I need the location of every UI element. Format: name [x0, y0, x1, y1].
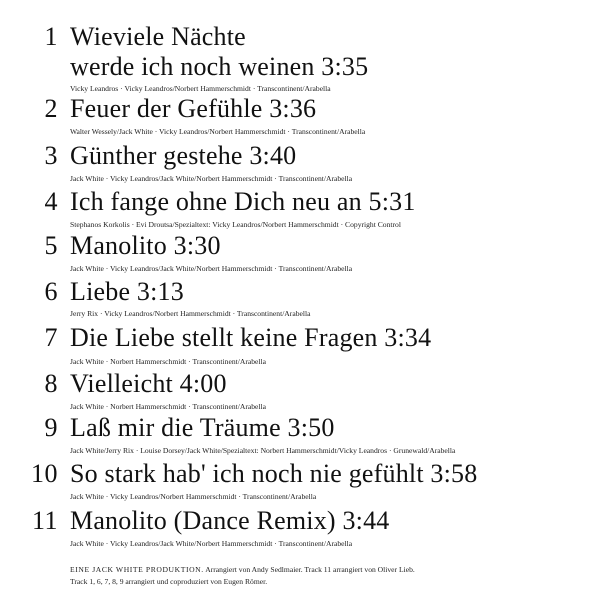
track-credits: Jack White/Jerry Rix · Louise Dorsey/Jack White/Spezialtext: Norbert Hammerschmidt/Vicky Leandros · Grunewald/Arabella	[70, 446, 456, 455]
production-arrangement: Arrangiert von Andy Sedlmaier. Track 11 arrangiert von Oliver Lieb.	[203, 565, 415, 574]
track-title: Günther gestehe 3:40	[70, 141, 297, 170]
track-title: Feuer der Gefühle 3:36	[70, 94, 317, 123]
production-credits	[70, 564, 415, 588]
track-credits: Stephanos Korkolis · Evi Droutsa/Spezialtext: Vicky Leandros/Norbert Hammerschmidt · Copyright Control	[70, 220, 401, 229]
track-number: 3	[44, 141, 58, 170]
track-title: Manolito 3:30	[70, 231, 221, 260]
production-brand: EINE JACK WHITE PRODUKTION.	[70, 565, 204, 574]
track-title-line1: Wieviele Nächte	[70, 22, 246, 51]
track-number: 9	[44, 413, 58, 442]
track-credits: Walter Wessely/Jack White · Vicky Leandros/Norbert Hammerschmidt · Transcontinent/Arabella	[70, 127, 366, 136]
track-number: 7	[44, 323, 58, 352]
track-title: So stark hab' ich noch nie gefühlt 3:58	[70, 459, 478, 488]
track-credits: Vicky Leandros · Vicky Leandros/Norbert Hammerschmidt · Transcontinent/Arabella	[70, 84, 331, 93]
track-title: Liebe 3:13	[70, 277, 184, 306]
track-credits: Jerry Rix · Vicky Leandros/Norbert Hammerschmidt · Transcontinent/Arabella	[70, 309, 311, 318]
track-credits: Jack White · Vicky Leandros/Jack White/Norbert Hammerschmidt · Transcontinent/Arabella	[70, 174, 353, 183]
track-credits: Jack White · Vicky Leandros/Norbert Hammerschmidt · Transcontinent/Arabella	[70, 492, 317, 501]
production-credits-line2: Track 1, 6, 7, 8, 9 arrangiert und coproduziert von Eugen Römer.	[70, 577, 268, 586]
track-number: 2	[44, 94, 58, 123]
track-title: Die Liebe stellt keine Fragen 3:34	[70, 323, 432, 352]
track-title: Laß mir die Träume 3:50	[70, 413, 335, 442]
track-credits: Jack White · Vicky Leandros/Jack White/Norbert Hammerschmidt · Transcontinent/Arabella	[70, 264, 353, 273]
track-credits: Jack White · Norbert Hammerschmidt · Transcontinent/Arabella	[70, 402, 266, 411]
track-number: 8	[44, 369, 58, 398]
track-title: Vielleicht 4:00	[70, 369, 227, 398]
track-number: 10	[31, 459, 58, 488]
track-number: 6	[44, 277, 58, 306]
track-credits: Jack White · Norbert Hammerschmidt · Transcontinent/Arabella	[70, 357, 266, 366]
track-number: 1	[44, 22, 58, 51]
track-number: 11	[31, 506, 58, 535]
track-number: 4	[44, 187, 58, 216]
track-title: Manolito (Dance Remix) 3:44	[70, 506, 390, 535]
track-credits: Jack White · Vicky Leandros/Jack White/Norbert Hammerschmidt · Transcontinent/Arabella	[70, 539, 353, 548]
production-credits-line1	[70, 564, 415, 576]
track-number: 5	[44, 231, 58, 260]
track-title-line2: werde ich noch weinen 3:35	[70, 52, 369, 81]
track-title: Ich fange ohne Dich neu an 5:31	[70, 187, 416, 216]
